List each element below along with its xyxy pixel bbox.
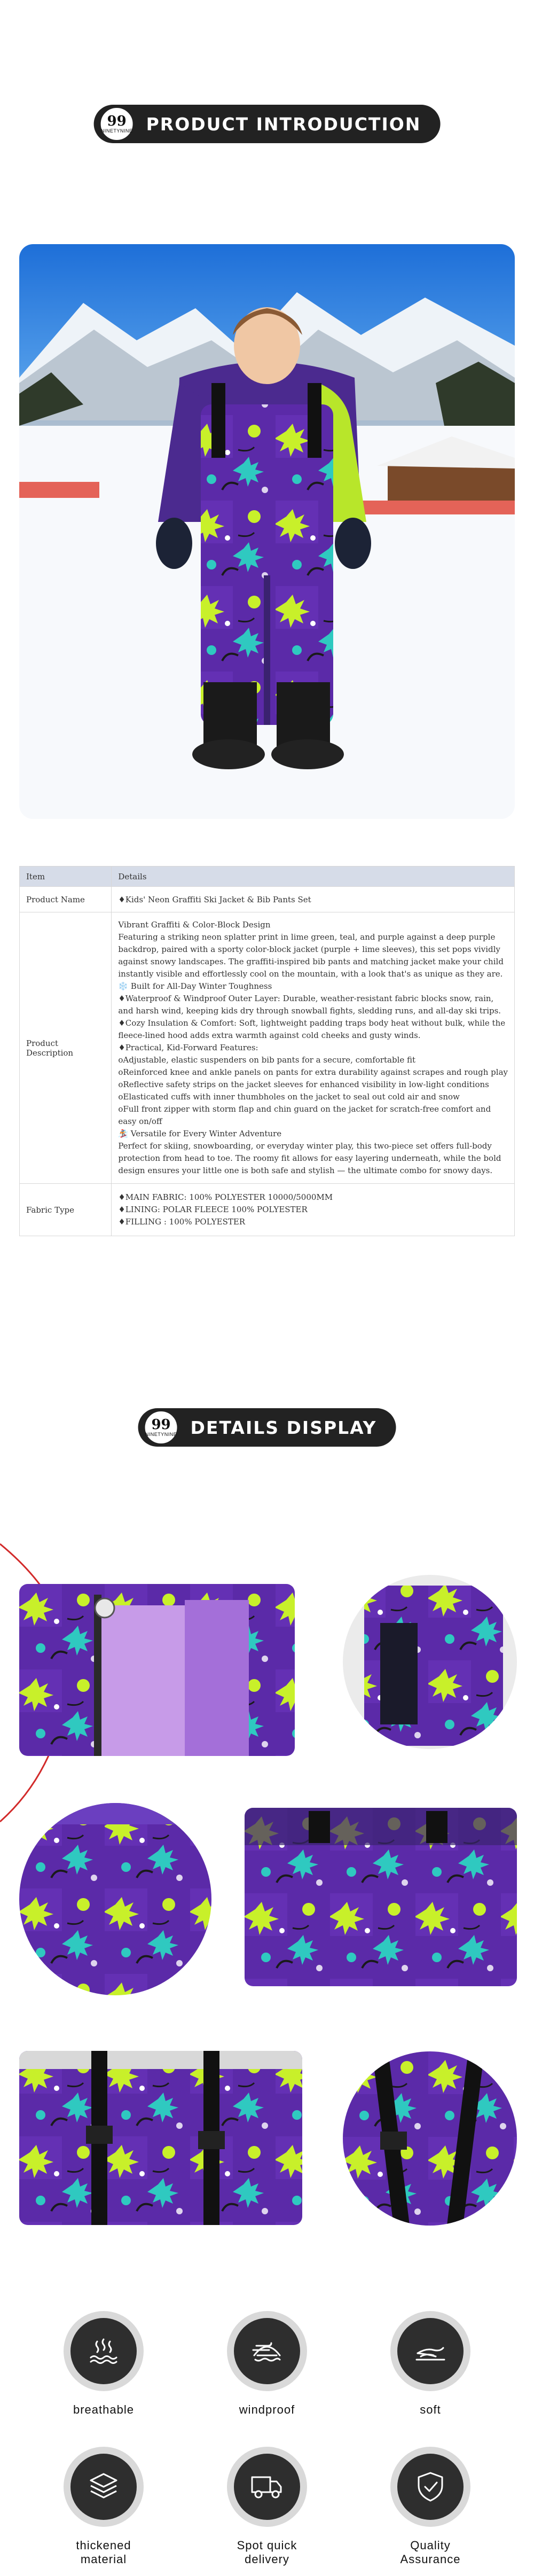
desc-line: Perfect for skiing, snowboarding, or everyday winter play, this two-piece set offers full-body [118, 1141, 492, 1151]
detail-photo-pants-print [19, 1803, 211, 1995]
hero-product-photo [19, 244, 515, 819]
product-name-value: ♦Kids' Neon Graffiti Ski Jacket & Bib Pants Set [112, 887, 515, 912]
table-header-item: Item [20, 867, 112, 887]
feature-breathable [40, 2311, 168, 2417]
desc-line: oReflective safety strips on the jacket sleeves for enhanced visibility in low-light conditions [118, 1080, 489, 1089]
table-header-details: Details [112, 867, 515, 887]
desc-line: ♦Cozy Insulation & Comfort: Soft, lightweight padding traps body heat without bulk, while the [118, 1018, 506, 1028]
shield-check-icon [413, 2470, 447, 2504]
product-description-value [112, 912, 515, 1184]
desc-line: 🏂 Versatile for Every Winter Adventure [118, 1129, 282, 1138]
feature-quality-assurance [366, 2447, 494, 2566]
product-description-label: Product Description [20, 912, 112, 1184]
feature-label: soft [420, 2403, 441, 2416]
desc-line: oElasticated cuffs with inner thumbholes on the jacket to seal out cold air and snow [118, 1092, 460, 1102]
feature-label: Spot quick delivery [237, 2539, 297, 2566]
feature-spot-quick-delivery [203, 2447, 331, 2566]
fabric-line: ♦MAIN FABRIC: 100% POLYESTER 10000/5000MM [118, 1192, 333, 1202]
desc-line: easy on/off [118, 1117, 162, 1126]
desc-line: oFull front zipper with storm flap and chin guard on the jacket for scratch-free comfort and [118, 1104, 491, 1114]
section-title-intro: PRODUCT INTRODUCTION [146, 113, 421, 135]
desc-line: backdrop, paired with a sporty color-block jacket (purple + lime sleeves), this set pops vividly [118, 944, 500, 954]
table-row [20, 1184, 515, 1236]
detail-photo-suspender-buckle [343, 2051, 517, 2226]
layers-icon [87, 2470, 121, 2504]
detail-photo-sleeve-panel [343, 1575, 517, 1749]
desc-line: ♦Practical, Kid-Forward Features: [118, 1043, 258, 1052]
windproof-icon [250, 2334, 284, 2368]
brand-logo: 99 NINETYNINE [99, 106, 135, 142]
desc-line: Featuring a striking neon splatter print in lime green, teal, and purple against a deep purple [118, 932, 496, 942]
table-header-row [20, 867, 515, 887]
section-banner-details [138, 1408, 396, 1447]
table-row [20, 887, 515, 912]
feature-label: thickened material [76, 2539, 131, 2566]
feature-label: Quality Assurance [400, 2539, 461, 2566]
desc-line: oAdjustable, elastic suspenders on bib pants for a secure, comfortable fit [118, 1055, 416, 1065]
fabric-type-value [112, 1184, 515, 1236]
desc-line: protection from head to toe. The roomy fit allows for easy layering underneath, while the bold [118, 1153, 501, 1163]
desc-line: against snowy landscapes. The graffiti-inspired bib pants and matching jacket make your child [118, 957, 504, 966]
section-title-details: DETAILS DISPLAY [190, 1417, 377, 1438]
product-spec-table [19, 866, 515, 1236]
detail-photo-pants-waist [245, 1808, 517, 1986]
desc-line: ♦Waterproof & Windproof Outer Layer: Durable, weather-resistant fabric blocks snow, rain, [118, 994, 494, 1003]
feature-label: windproof [239, 2403, 295, 2416]
feature-windproof [203, 2311, 331, 2417]
desc-line: Vibrant Graffiti & Color-Block Design [118, 920, 271, 930]
feature-thickened-material [40, 2447, 168, 2566]
fabric-type-label: Fabric Type [20, 1184, 112, 1236]
desc-line: oReinforced knee and ankle panels on pants for extra durability against scrapes and rough play [118, 1067, 508, 1077]
soft-feather-icon [413, 2334, 447, 2368]
desc-line: fleece-lined hood adds extra warmth against cold cheeks and gusty winds. [118, 1031, 421, 1040]
table-row [20, 912, 515, 1184]
desc-line: ❄️ Built for All-Day Winter Toughness [118, 981, 272, 991]
fabric-line: ♦FILLING : 100% POLYESTER [118, 1217, 246, 1227]
feature-soft [366, 2311, 494, 2417]
fabric-line: ♦LINING: POLAR FLEECE 100% POLYESTER [118, 1205, 308, 1214]
breathable-icon [87, 2334, 121, 2368]
brand-logo: 99 NINETYNINE [144, 1410, 179, 1445]
detail-photo-zipper-lining [19, 1584, 295, 1756]
delivery-truck-icon [249, 2470, 285, 2504]
desc-line: design ensures your little one is both safe and stylish — the ultimate combo for snowy days. [118, 1166, 493, 1175]
feature-label: breathable [73, 2403, 134, 2416]
section-banner-intro [94, 105, 441, 143]
product-name-label: Product Name [20, 887, 112, 912]
desc-line: and harsh wind, keeping kids dry through snowball fights, sledding runs, and all-day ski trips. [118, 1006, 501, 1016]
desc-line: instantly visible and effortlessly cool on the mountain, with a look that's as unique as they are. [118, 969, 503, 979]
detail-photo-suspenders [19, 2051, 302, 2225]
